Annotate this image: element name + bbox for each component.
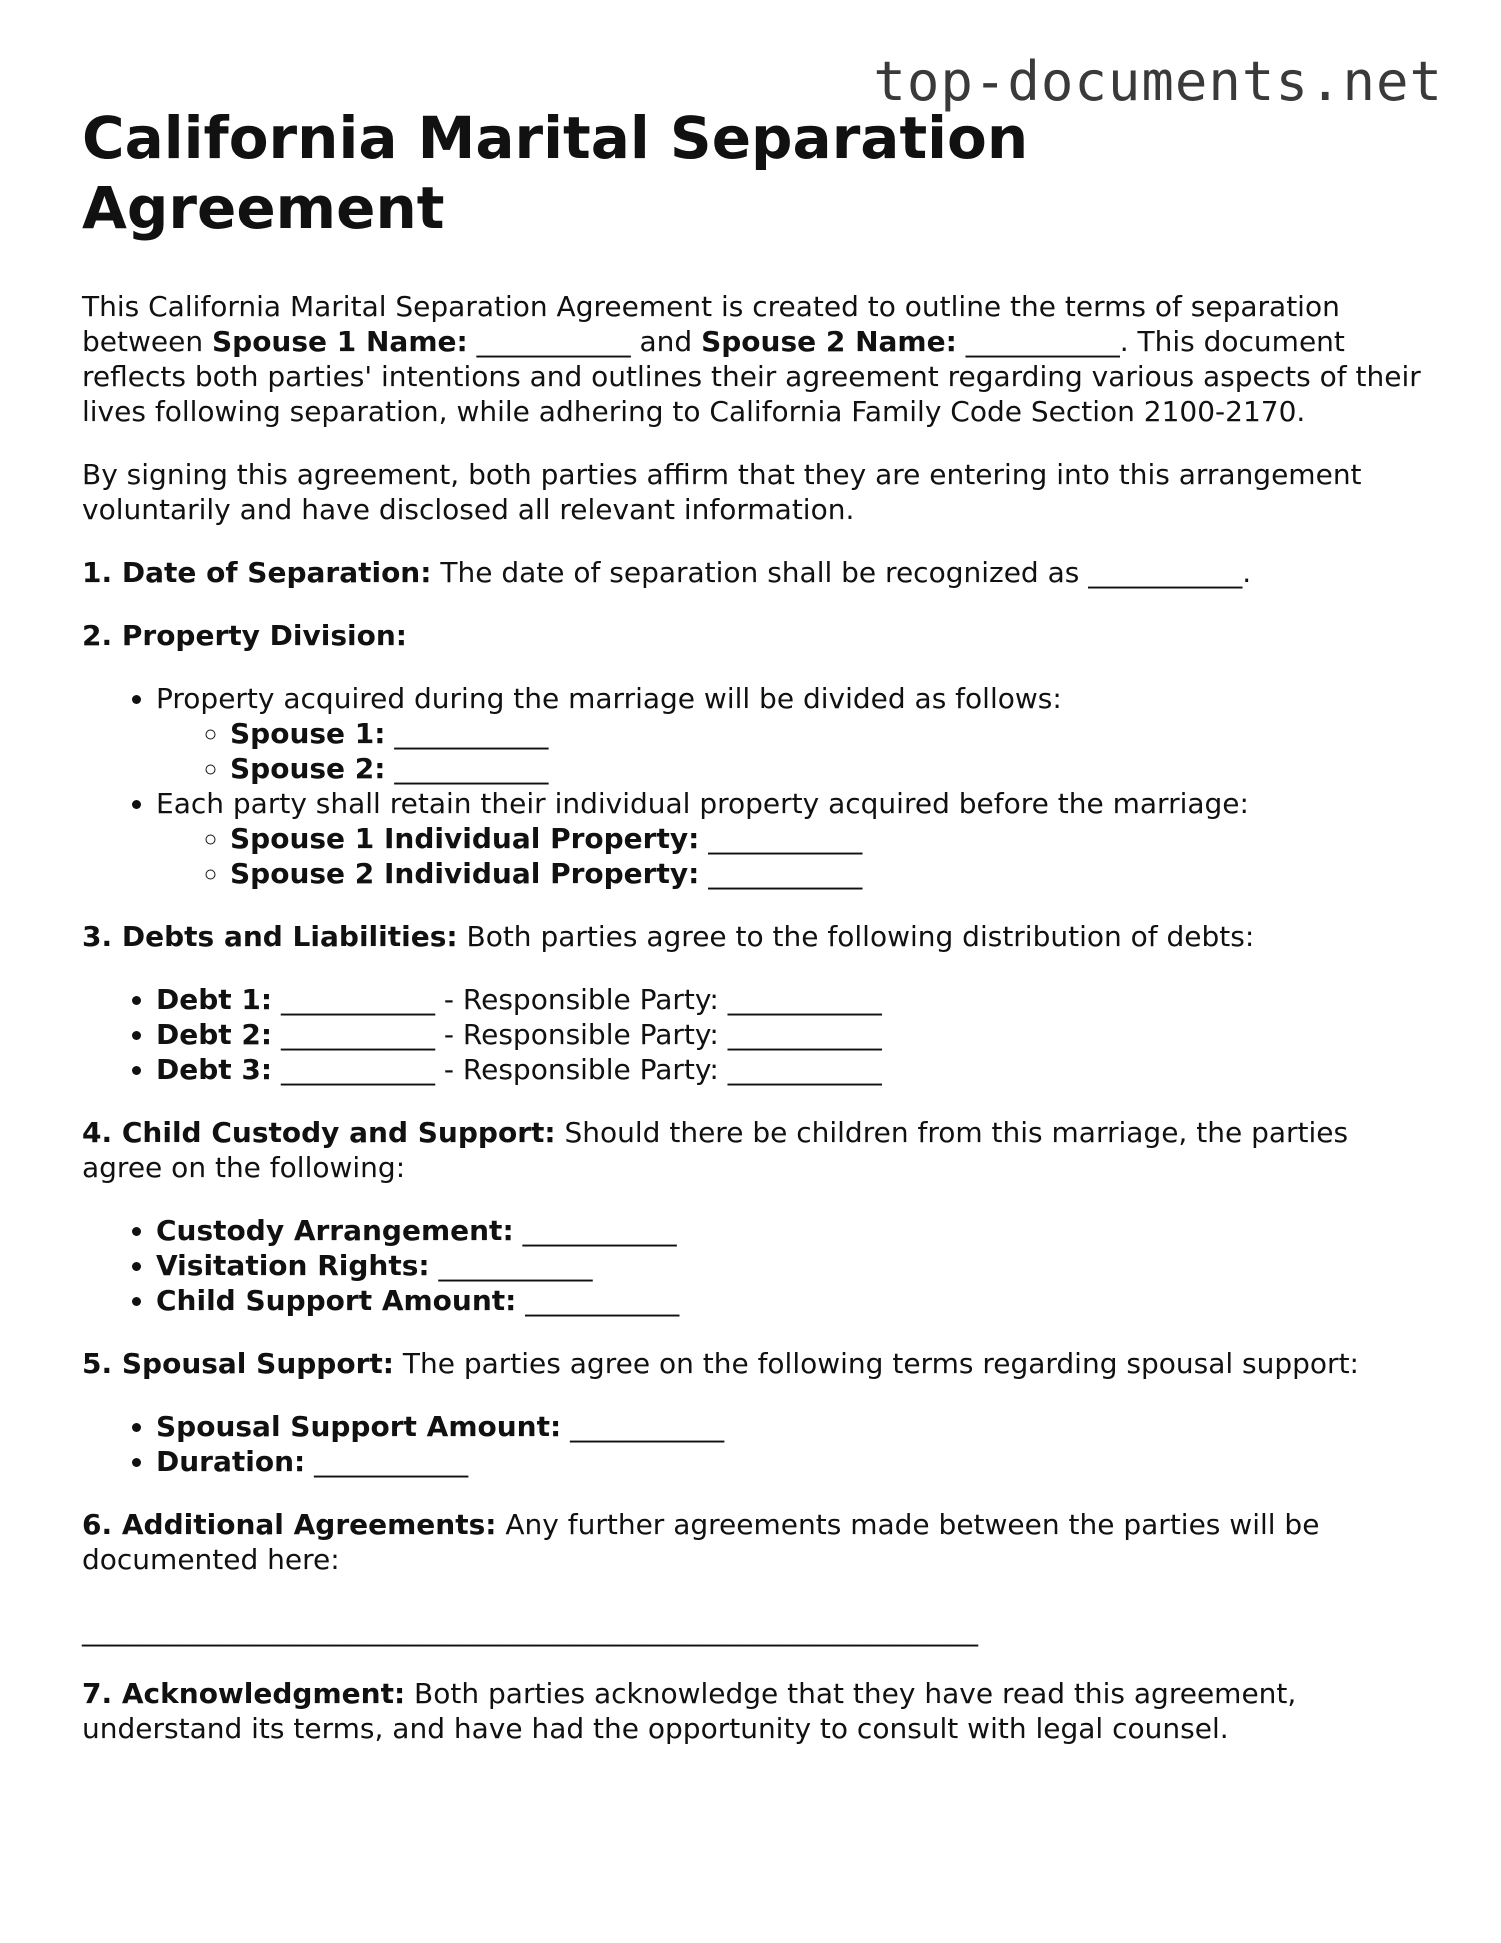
section-heading: 4. Child Custody and Support: — [82, 1116, 556, 1149]
custody-blank[interactable]: ___________ — [522, 1214, 677, 1247]
spouse2-name-blank[interactable]: ___________ — [965, 325, 1120, 358]
list-item: ◦ Spouse 2 Individual Property: ___________ — [230, 856, 1422, 891]
section-heading: 6. Additional Agreements: — [82, 1508, 497, 1541]
section-heading: 3. Debts and Liabilities: — [82, 920, 458, 953]
debt1-party-blank[interactable]: ___________ — [727, 983, 882, 1016]
section-heading: 1. Date of Separation: — [82, 556, 432, 589]
spouse1-property-blank[interactable]: ___________ — [394, 717, 549, 750]
list-item: • Spousal Support Amount: ___________ — [156, 1409, 1422, 1444]
duration-blank[interactable]: ___________ — [314, 1445, 469, 1478]
spouse1-name-label: Spouse 1 Name: — [211, 325, 468, 358]
list-item: • Debt 2: ___________ - Responsible Party: ___________ — [156, 1017, 1422, 1052]
list-item: ◦ Spouse 2: ___________ — [230, 751, 1422, 786]
property-list — [82, 681, 1422, 891]
intro-paragraph: This California Marital Separation Agreement is created to outline the terms of separation between Spouse 1 Name: ___________ and Spouse 2 Name: ___________. This document reflects both parties' intentions and outlines their agreement regarding various aspects of their lives following separation, while adhering to California Family Code Section 2100-2170. — [82, 290, 1421, 428]
list-item: • Child Support Amount: ___________ — [156, 1283, 1422, 1318]
section-debts: 3. Debts and Liabilities: Both parties agree to the following distribution of debts: — [82, 920, 1255, 953]
section-property-division — [82, 618, 1422, 653]
section-additional-agreements: 6. Additional Agreements: Any further agreements made between the parties will be documented here: — [82, 1508, 1320, 1576]
debt2-blank[interactable]: ___________ — [281, 1018, 435, 1051]
spouse2-individual-property-blank[interactable]: ___________ — [708, 857, 863, 890]
debt1-blank[interactable]: ___________ — [281, 983, 435, 1016]
spousal-amount-blank[interactable]: ___________ — [570, 1410, 725, 1443]
section-date-of-separation: 1. Date of Separation: The date of separation shall be recognized as ___________. — [82, 556, 1252, 589]
section-acknowledgment: 7. Acknowledgment: Both parties acknowledge that they have read this agreement, understand its terms, and have had the opportunity to consult with legal counsel. — [82, 1677, 1297, 1745]
spouse2-name-label: Spouse 2 Name: — [701, 325, 957, 358]
spouse1-individual-property-blank[interactable]: ___________ — [708, 822, 863, 855]
watermark: top-documents.net — [873, 50, 1443, 113]
page-title: California Marital Separation Agreement — [82, 104, 1029, 242]
debt3-blank[interactable]: ___________ — [281, 1053, 435, 1086]
debts-list — [82, 982, 1422, 1087]
section-child-custody: 4. Child Custody and Support: Should there be children from this marriage, the parties agree on the following: — [82, 1116, 1349, 1184]
list-item: ◦ Spouse 1: ___________ — [230, 716, 1422, 751]
list-item: • Property acquired during the marriage will be divided as follows: ◦ Spouse 1: ___________ ◦ Spouse 2: ___________ — [156, 681, 1422, 786]
custody-list — [82, 1213, 1422, 1318]
list-item: • Custody Arrangement: ___________ — [156, 1213, 1422, 1248]
list-item: • Debt 3: ___________ - Responsible Party: ___________ — [156, 1052, 1422, 1087]
list-item: ◦ Spouse 1 Individual Property: ___________ — [230, 821, 1422, 856]
spouse2-property-blank[interactable]: ___________ — [394, 752, 549, 785]
list-item: • Each party shall retain their individual property acquired before the marriage: ◦ Spouse 1 Individual Property: ___________ ◦ Spouse 2 Individual Property: ___________ — [156, 786, 1422, 891]
additional-agreements-blank[interactable]: ________________________________________________________________ — [82, 1614, 978, 1647]
list-item: • Duration: ___________ — [156, 1444, 1422, 1479]
debt3-party-blank[interactable]: ___________ — [727, 1053, 882, 1086]
section-heading: 2. Property Division: — [82, 619, 407, 652]
section-heading: 5. Spousal Support: — [82, 1347, 394, 1380]
document — [82, 103, 1422, 1774]
debt2-party-blank[interactable]: ___________ — [727, 1018, 882, 1051]
list-item: • Debt 1: ___________ - Responsible Party: ___________ — [156, 982, 1422, 1017]
separation-date-blank[interactable]: ___________ — [1088, 556, 1243, 589]
affirmation-paragraph: By signing this agreement, both parties affirm that they are entering into this arrangement voluntarily and have disclosed all relevant information. — [82, 458, 1362, 526]
spouse1-name-blank[interactable]: ___________ — [476, 325, 631, 358]
visitation-blank[interactable]: ___________ — [438, 1249, 593, 1282]
section-heading: 7. Acknowledgment: — [82, 1677, 406, 1710]
spousal-support-list — [82, 1409, 1422, 1479]
child-support-blank[interactable]: ___________ — [525, 1284, 680, 1317]
list-item: • Visitation Rights: ___________ — [156, 1248, 1422, 1283]
section-spousal-support: 5. Spousal Support: The parties agree on the following terms regarding spousal support: — [82, 1347, 1359, 1380]
